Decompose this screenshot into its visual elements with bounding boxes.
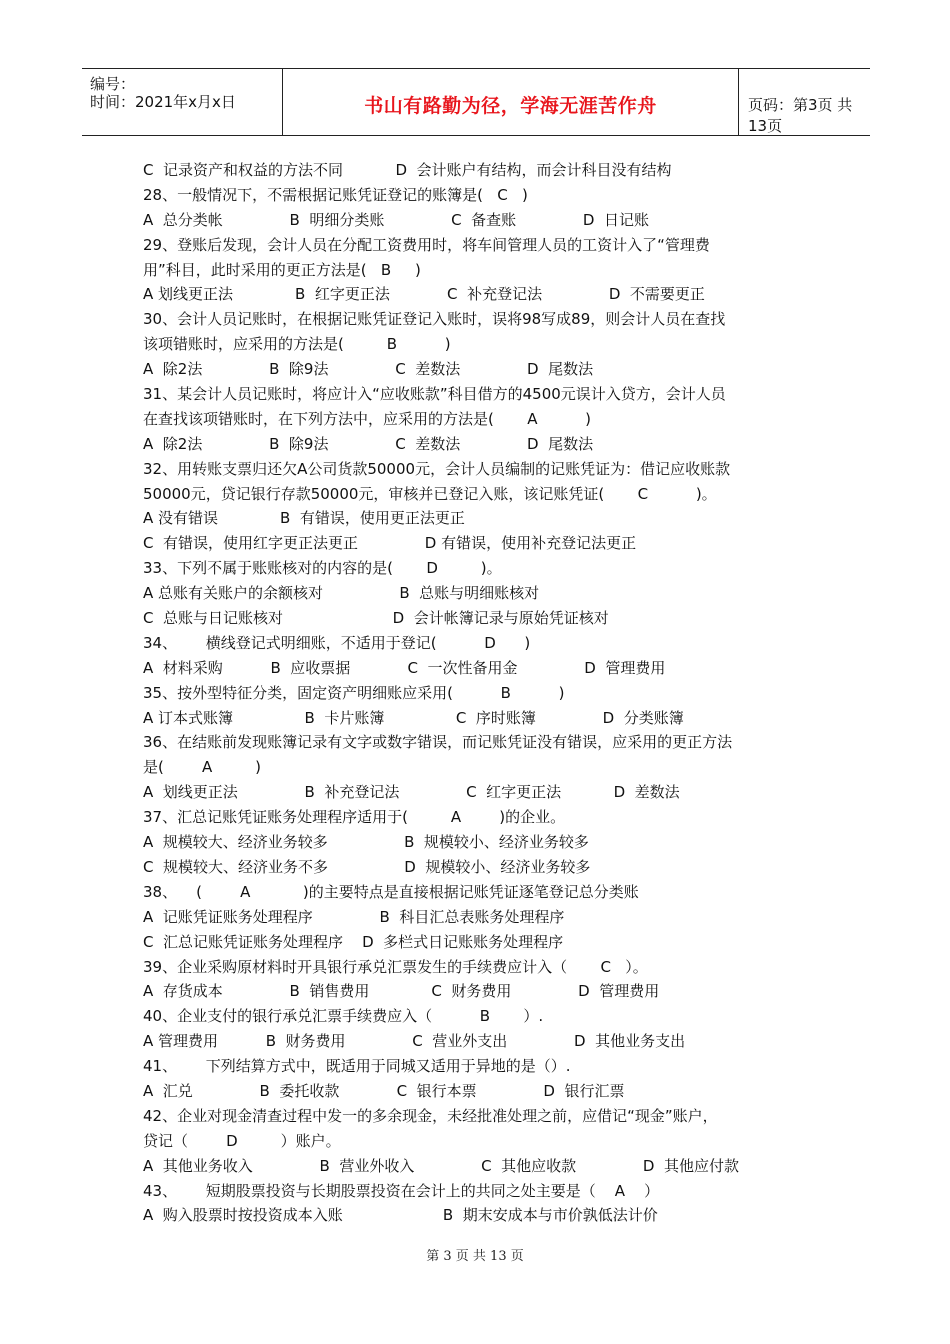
text-line: C 总账与日记账核对 D 会计帐簿记录与原始凭证核对 xyxy=(143,609,609,628)
text-line: 该项错账时，应采用的方法是( B ) xyxy=(143,335,451,354)
text-line: 29、登账后发现，会计人员在分配工资费用时，将车间管理人员的工资计入了“管理费 xyxy=(143,235,710,254)
text-line: 42、企业对现金清查过程中发一的多余现金，未经批准处理之前，应借记“现金”账户， xyxy=(143,1106,718,1125)
header-right-cell xyxy=(738,69,870,135)
text-line: 36、在结账前发现账簿记录有文字或数字错误，而记账凭证没有错误，应采用的更正方法 xyxy=(143,733,733,752)
text-line: C 汇总记账凭证账务处理程序 D 多栏式日记账账务处理程序 xyxy=(143,932,564,951)
text-line: A 总账有关账户的余额核对 B 总账与明细账核对 xyxy=(143,584,540,603)
text-line: A 管理费用 B 财务费用 C 营业外支出 D 其他业务支出 xyxy=(143,1032,686,1051)
text-line: 是( A ) xyxy=(143,758,262,777)
text-line: A 划线更正法 B 补充登记法 C 红字更正法 D 差数法 xyxy=(143,783,680,802)
text-line: C 规模较大、经济业务不多 D 规模较小、经济业务较多 xyxy=(143,857,591,876)
text-line: 37、汇总记账凭证账务处理程序适用于( A )的企业。 xyxy=(143,808,566,827)
header-center-cell xyxy=(282,69,739,135)
text-line: A 除2法 B 除9法 C 差数法 D 尾数法 xyxy=(143,360,594,379)
text-line: A 除2法 B 除9法 C 差数法 D 尾数法 xyxy=(143,434,594,453)
text-line: 40、企业支付的银行承兑汇票手续费应入（ B ）. xyxy=(143,1007,544,1026)
header-left-cell xyxy=(82,69,282,135)
text-line: A 汇兑 B 委托收款 C 银行本票 D 银行汇票 xyxy=(143,1081,625,1100)
text-line: 在查找该项错账时，在下列方法中，应采用的方法是( A ) xyxy=(143,409,592,428)
text-line: 33、下列不属于账账核对的内容的是( D )。 xyxy=(143,559,502,578)
text-line: 30、会计人员记账时，在根据记账凭证登记入账时，误将98写成89，则会计人员在查找 xyxy=(143,310,726,329)
text-line: 38、 ( A )的主要特点是直接根据记账凭证逐笔登记总分类账 xyxy=(143,882,639,901)
text-line: A 购入股票时按投资成本入账 B 期末安成本与市价孰低法计价 xyxy=(143,1206,658,1225)
text-line: 28、一般情况下，不需根据记账凭证登记的账簿是( C ) xyxy=(143,185,528,204)
page-footer: 第 3 页 共 13 页 xyxy=(426,1249,524,1264)
document-date-label: 时间：2021年x月x日 xyxy=(90,93,236,111)
text-line: A 规模较大、经济业务较多 B 规模较小、经济业务较多 xyxy=(143,833,589,852)
text-line: A 记账凭证账务处理程序 B 科目汇总表账务处理程序 xyxy=(143,907,565,926)
text-line: 35、按外型特征分类，固定资产明细账应采用( B ) xyxy=(143,683,565,702)
text-line: A 材料采购 B 应收票据 C 一次性备用金 D 管理费用 xyxy=(143,658,666,677)
text-line: 41、 下列结算方式中，既适用于同城又适用于异地的是（）. xyxy=(143,1057,571,1076)
text-line: 34、 横线登记式明细账，不适用于登记( D ) xyxy=(143,633,531,652)
text-line: 31、某会计人员记账时，将应计入“应收账款”科目借方的4500元误计入贷方，会计人员 xyxy=(143,385,726,404)
text-line: 用”科目，此时采用的更正方法是( B ) xyxy=(143,260,421,279)
text-line: A 存货成本 B 销售费用 C 财务费用 D 管理费用 xyxy=(143,982,660,1001)
text-line: C 记录资产和权益的方法不同 D 会计账户有结构，而会计科目没有结构 xyxy=(143,161,672,179)
document-number-label: 编号： xyxy=(90,75,136,93)
page-header xyxy=(82,68,870,136)
text-line: 贷记（ D ）账户。 xyxy=(143,1131,341,1150)
header-motto: 书山有路勤为径，学海无涯苦作舟 xyxy=(364,95,657,117)
text-line: A 划线更正法 B 红字更正法 C 补充登记法 D 不需要更正 xyxy=(143,285,705,304)
text-line: A 总分类帐 B 明细分类账 C 备查账 D 日记账 xyxy=(143,210,649,229)
text-line: 39、企业采购原材料时开具银行承兑汇票发生的手续费应计入（ C ）。 xyxy=(143,957,648,976)
text-line: A 没有错误 B 有错误，使用更正法更正 xyxy=(143,509,465,528)
text-line: A 其他业务收入 B 营业外收入 C 其他应收款 D 其他应付款 xyxy=(143,1156,739,1175)
question-content xyxy=(143,158,823,1228)
text-line: 43、 短期股票投资与长期股票投资在会计上的共同之处主要是（ A ） xyxy=(143,1181,660,1200)
text-line: C 有错误，使用红字更正法更正 D 有错误，使用补充登记法更正 xyxy=(143,534,637,553)
header-page-number: 页码：第3页 共13页 xyxy=(748,96,853,135)
text-line: A 订本式账簿 B 卡片账簿 C 序时账簿 D 分类账簿 xyxy=(143,708,684,727)
text-line: 32、用转账支票归还欠A公司货款50000元，会计人员编制的记账凭证为：借记应收账款 xyxy=(143,459,731,478)
text-line: 50000元，贷记银行存款50000元，审核并已登记入账，该记账凭证( C )。 xyxy=(143,484,717,503)
